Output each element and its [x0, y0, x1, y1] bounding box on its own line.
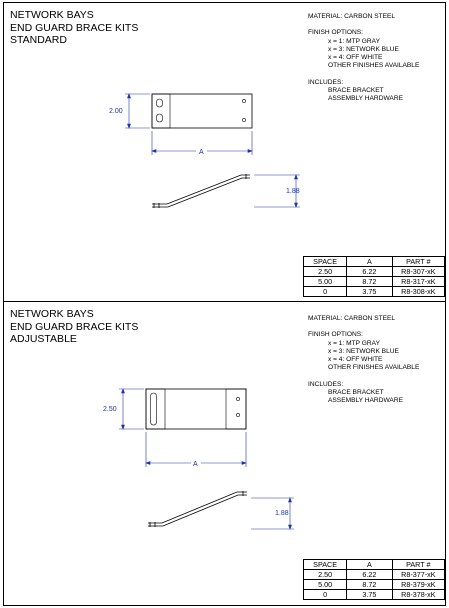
height-dim-label: 2.00: [109, 108, 123, 115]
table-cell: R8-377-xK: [392, 570, 444, 580]
height-dimension: [125, 94, 150, 128]
table-row: [304, 287, 445, 297]
rise-dim-label: 1.88: [275, 510, 289, 517]
mount-hole: [236, 413, 239, 416]
table-cell: R8-379-xK: [392, 580, 444, 590]
rise-dim-label: 1.88: [286, 188, 300, 195]
table-cell: 8.72: [347, 580, 392, 590]
slot-hole: [157, 99, 163, 107]
drawing-sheet-standard: [3, 2, 446, 302]
table-header: A: [347, 560, 392, 570]
material-label: MATERIAL: CARBON STEEL: [308, 315, 396, 322]
finish-option: x = 3: NETWORK BLUE: [328, 347, 399, 355]
table-cell: R8-307-xK: [392, 267, 444, 277]
bracket-end-panel: [146, 389, 165, 429]
mount-hole: [242, 99, 245, 102]
title-line-3: ADJUSTABLE: [10, 333, 77, 345]
table-cell: 6.22: [347, 267, 392, 277]
table-header: SPACE: [304, 560, 347, 570]
table-cell: 0: [304, 590, 347, 600]
table-header: A: [347, 257, 392, 267]
table-cell: R8-317-xK: [392, 277, 444, 287]
length-dim-label: A: [199, 149, 204, 156]
includes-heading: INCLUDES:: [308, 78, 344, 86]
finish-option: x = 4: OFF WHITE: [328, 356, 383, 364]
table-row: [304, 570, 445, 580]
finish-option: x = 4: OFF WHITE: [328, 54, 383, 62]
table-row: [304, 580, 445, 590]
includes-heading: INCLUDES:: [308, 380, 344, 388]
title-line-2: END GUARD BRACE KITS: [10, 320, 139, 333]
title-line-1: NETWORK BAYS: [10, 9, 94, 21]
bracket-mount-panel: [226, 389, 246, 429]
finish-heading: FINISH OPTIONS:: [308, 331, 363, 339]
table-cell: 0: [304, 287, 347, 297]
title-line-3: STANDARD: [10, 34, 67, 46]
parts-table: [303, 559, 445, 600]
table-cell: 5.00: [304, 580, 347, 590]
table-cell: 2.50: [304, 570, 347, 580]
length-dim-label: A: [193, 461, 198, 468]
table-cell: R8-308-xK: [392, 287, 444, 297]
mount-hole: [242, 118, 245, 121]
table-row: [304, 590, 445, 600]
bracket-outline: [152, 94, 252, 128]
title-line-1: NETWORK BAYS: [10, 308, 94, 320]
height-dimension: [119, 389, 144, 429]
table-cell: 3.75: [347, 287, 392, 297]
drawing-sheet-adjustable: [3, 301, 446, 606]
material-label: MATERIAL: CARBON STEEL: [308, 13, 396, 20]
table-header: PART #: [392, 560, 444, 570]
table-header: PART #: [392, 257, 444, 267]
includes-item: ASSEMBLY HARDWARE: [328, 397, 403, 405]
table-cell: 3.75: [347, 590, 392, 600]
includes-item: BRACE BRACKET: [328, 389, 384, 397]
mount-hole: [236, 397, 239, 400]
finish-option: OTHER FINISHES AVAILABLE: [328, 62, 420, 70]
finish-option: OTHER FINISHES AVAILABLE: [328, 364, 420, 372]
slot-hole: [157, 114, 163, 122]
bracket-side-view: [152, 174, 250, 208]
includes-item: ASSEMBLY HARDWARE: [328, 95, 403, 103]
adjustment-slot: [151, 393, 157, 425]
finish-option: x = 1: MTP GRAY: [328, 37, 380, 45]
bracket-side-view: [148, 491, 247, 527]
includes-item: BRACE BRACKET: [328, 87, 384, 95]
table-cell: 2.50: [304, 267, 347, 277]
table-cell: 6.22: [347, 570, 392, 580]
title-line-2: END GUARD BRACE KITS: [10, 21, 139, 34]
height-dim-label: 2.50: [103, 406, 117, 413]
table-cell: R8-378-xK: [392, 590, 444, 600]
table-row: [304, 267, 445, 277]
parts-table: [303, 256, 445, 297]
table-cell: 5.00: [304, 277, 347, 287]
bracket-outline: [146, 389, 246, 429]
table-header: SPACE: [304, 257, 347, 267]
table-row: [304, 277, 445, 287]
finish-option: x = 3: NETWORK BLUE: [328, 45, 399, 53]
table-cell: 8.72: [347, 277, 392, 287]
finish-heading: FINISH OPTIONS:: [308, 29, 363, 37]
finish-option: x = 1: MTP GRAY: [328, 339, 380, 347]
